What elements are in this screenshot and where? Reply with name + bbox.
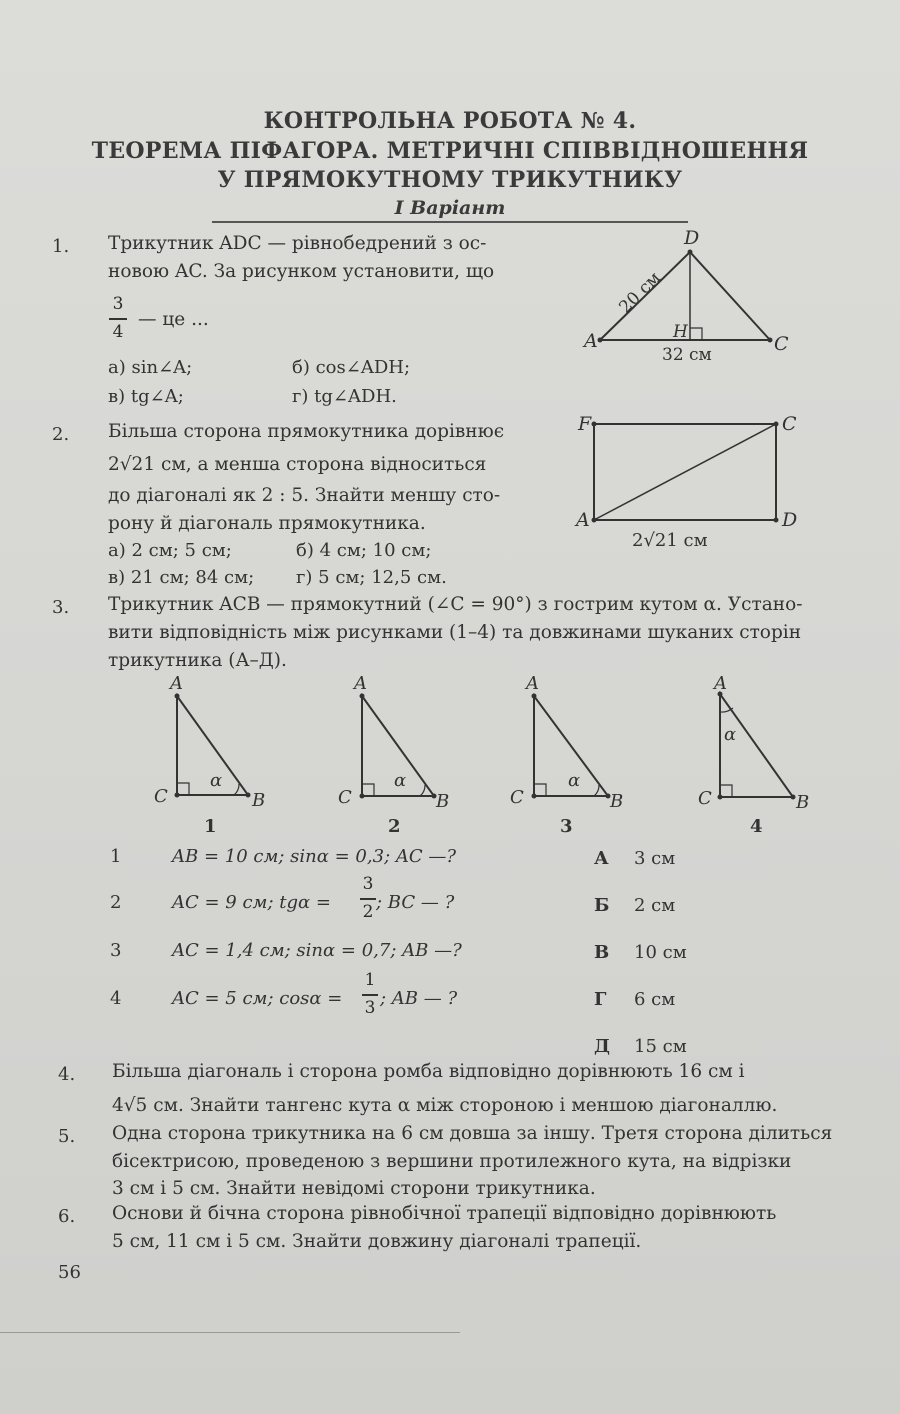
task6-line1: Основи й бічна сторона рівнобічної трапеції відповідно дорівнюють xyxy=(112,1203,777,1224)
answer-value-c: 10 см xyxy=(634,942,687,963)
svg-text:α: α xyxy=(724,724,737,745)
svg-text:4: 4 xyxy=(750,816,763,837)
task5-number: 5. xyxy=(58,1126,76,1147)
answer-key-c: В xyxy=(594,942,610,963)
svg-text:3: 3 xyxy=(560,816,573,837)
variant-label: І Варіант xyxy=(394,197,506,219)
task5-line2: бісектрисою, проведеною з вершини протилежного кута, на відрізки xyxy=(112,1151,792,1172)
task2-option-c: в) 21 см; 84 см; xyxy=(108,567,255,588)
svg-text:C: C xyxy=(510,787,524,808)
segment-dc xyxy=(690,252,770,340)
answer-key-a: А xyxy=(594,848,609,869)
task4-number: 4. xyxy=(58,1064,76,1085)
task1-option-c: в) tg∠A; xyxy=(108,386,184,407)
task3-row4-frac-num: 1 xyxy=(364,970,376,990)
task3-row2-frac-num: 3 xyxy=(362,874,374,894)
task1-line1: Трикутник ADC — рівнобедрений з ос- xyxy=(108,233,487,254)
answer-value-e: 15 см xyxy=(634,1036,687,1057)
task3-row2-frac-den: 2 xyxy=(362,902,374,922)
label-h: H xyxy=(673,322,688,342)
label-d: D xyxy=(782,509,798,531)
task3-row2-text-b: ; BC — ? xyxy=(376,892,455,913)
task3-line2: вити відповідність між рисунками (1–4) та довжинами шуканих сторін xyxy=(108,622,802,643)
svg-text:B: B xyxy=(252,790,266,811)
task1-frac-num: 3 xyxy=(112,294,124,314)
task5-line1: Одна сторона трикутника на 6 см довша за іншу. Третя сторона ділиться xyxy=(112,1123,833,1144)
answer-value-d: 6 см xyxy=(634,989,676,1010)
task6-number: 6. xyxy=(58,1206,76,1227)
svg-text:A: A xyxy=(526,673,539,694)
label-c: C xyxy=(774,333,789,355)
title-line-2: ТЕОРЕМА ПІФАГОРА. МЕТРИЧНІ СПІВВІДНОШЕННЯ xyxy=(91,138,809,164)
task1-frac-tail: — це ... xyxy=(138,309,209,330)
svg-text:α: α xyxy=(394,770,407,791)
task3-figure-2 xyxy=(332,672,462,842)
task2-line2: 2√21 см, а менша сторона відноситься xyxy=(108,454,487,475)
task1-option-d: г) tg∠ADH. xyxy=(292,386,397,407)
label-side: 2√21 см xyxy=(632,530,708,551)
svg-text:α: α xyxy=(568,770,581,791)
task2-line4: рону й діагональ прямокутника. xyxy=(108,513,426,534)
task3-row4-frac-den: 3 xyxy=(364,998,376,1018)
label-d: D xyxy=(684,227,700,249)
task5-line3: 3 см і 5 см. Знайти невідомі сторони трикутника. xyxy=(112,1178,596,1199)
task3-row3-number: 3 xyxy=(110,940,122,961)
svg-text:C: C xyxy=(698,788,712,809)
svg-text:C: C xyxy=(338,787,352,808)
task1-frac-den: 4 xyxy=(112,322,124,342)
task4-line2: 4√5 см. Знайти тангенс кута α між стороною і меншою діагоналлю. xyxy=(112,1095,778,1116)
task1-option-b: б) cos∠ADH; xyxy=(292,357,411,378)
svg-text:B: B xyxy=(436,791,450,812)
svg-text:2: 2 xyxy=(388,816,401,837)
task4-line1: Більша діагональ і сторона ромба відповідно дорівнюють 16 см і xyxy=(112,1061,745,1082)
task2-figure xyxy=(570,410,810,555)
label-c: C xyxy=(782,413,797,435)
task3-row1-number: 1 xyxy=(110,846,122,867)
diagonal-ac xyxy=(594,424,776,520)
svg-text:1: 1 xyxy=(204,816,217,837)
task3-row3-text: AC = 1,4 см; sinα = 0,7; AB —? xyxy=(172,940,462,961)
task2-option-a: а) 2 см; 5 см; xyxy=(108,540,232,561)
answer-key-e: Д xyxy=(594,1036,611,1057)
task3-figure-4 xyxy=(690,672,820,842)
task2-option-b: б) 4 см; 10 см; xyxy=(296,540,432,561)
task3-row2-number: 2 xyxy=(110,892,122,913)
task2-option-d: г) 5 см; 12,5 см. xyxy=(296,567,447,588)
task3-row4-text-a: AC = 5 см; cosα = xyxy=(172,988,343,1009)
task2-number: 2. xyxy=(52,424,70,445)
task3-row2-frac-bar xyxy=(360,898,376,900)
task1-frac-bar xyxy=(109,318,127,320)
answer-value-a: 3 см xyxy=(634,848,676,869)
task1-option-a: а) sin∠A; xyxy=(108,357,193,378)
task3-line1: Трикутник ACB — прямокутний (∠C = 90°) з гострим кутом α. Устано- xyxy=(108,594,803,615)
page-edge-line xyxy=(0,1332,460,1333)
task3-row2-text-a: AC = 9 см; tgα = xyxy=(172,892,331,913)
task1-number: 1. xyxy=(52,236,70,257)
task3-number: 3. xyxy=(52,597,70,618)
label-a: A xyxy=(584,330,598,352)
page-number: 56 xyxy=(58,1262,81,1283)
svg-text:A: A xyxy=(170,673,183,694)
task2-line1: Більша сторона прямокутника дорівнює xyxy=(108,421,505,442)
task3-row4-text-b: ; AB — ? xyxy=(380,988,458,1009)
label-side-20: 20 см xyxy=(615,268,665,318)
svg-text:C: C xyxy=(154,786,168,807)
task3-row1-text: AB = 10 см; sinα = 0,3; AC —? xyxy=(172,846,456,867)
answer-key-d: Г xyxy=(594,989,607,1010)
task1-figure xyxy=(560,222,810,367)
label-a: A xyxy=(576,509,590,531)
task6-line2: 5 см, 11 см і 5 см. Знайти довжину діагоналі трапеції. xyxy=(112,1231,642,1252)
task1-line2: новою AC. За рисунком установити, що xyxy=(108,261,495,282)
right-angle-mark xyxy=(690,328,702,340)
title-line-1: КОНТРОЛЬНА РОБОТА № 4. xyxy=(263,108,637,134)
task3-line3: трикутника (А–Д). xyxy=(108,650,287,671)
title-line-3: У ПРЯМОКУТНОМУ ТРИКУТНИКУ xyxy=(217,167,683,193)
task2-line3: до діагоналі як 2 : 5. Знайти меншу сто- xyxy=(108,485,501,506)
task3-figure-1 xyxy=(150,672,280,842)
task3-row4-number: 4 xyxy=(110,988,122,1009)
svg-text:α: α xyxy=(210,770,223,791)
svg-text:A: A xyxy=(354,673,367,694)
svg-text:A: A xyxy=(714,673,727,694)
svg-text:B: B xyxy=(610,791,624,812)
task3-row4-frac-bar xyxy=(362,994,378,996)
svg-text:B: B xyxy=(796,792,810,813)
task3-figure-3 xyxy=(506,672,636,842)
answer-key-b: Б xyxy=(594,895,610,916)
label-base-32: 32 см xyxy=(662,345,712,365)
label-f: F xyxy=(578,413,592,435)
answer-value-b: 2 см xyxy=(634,895,676,916)
